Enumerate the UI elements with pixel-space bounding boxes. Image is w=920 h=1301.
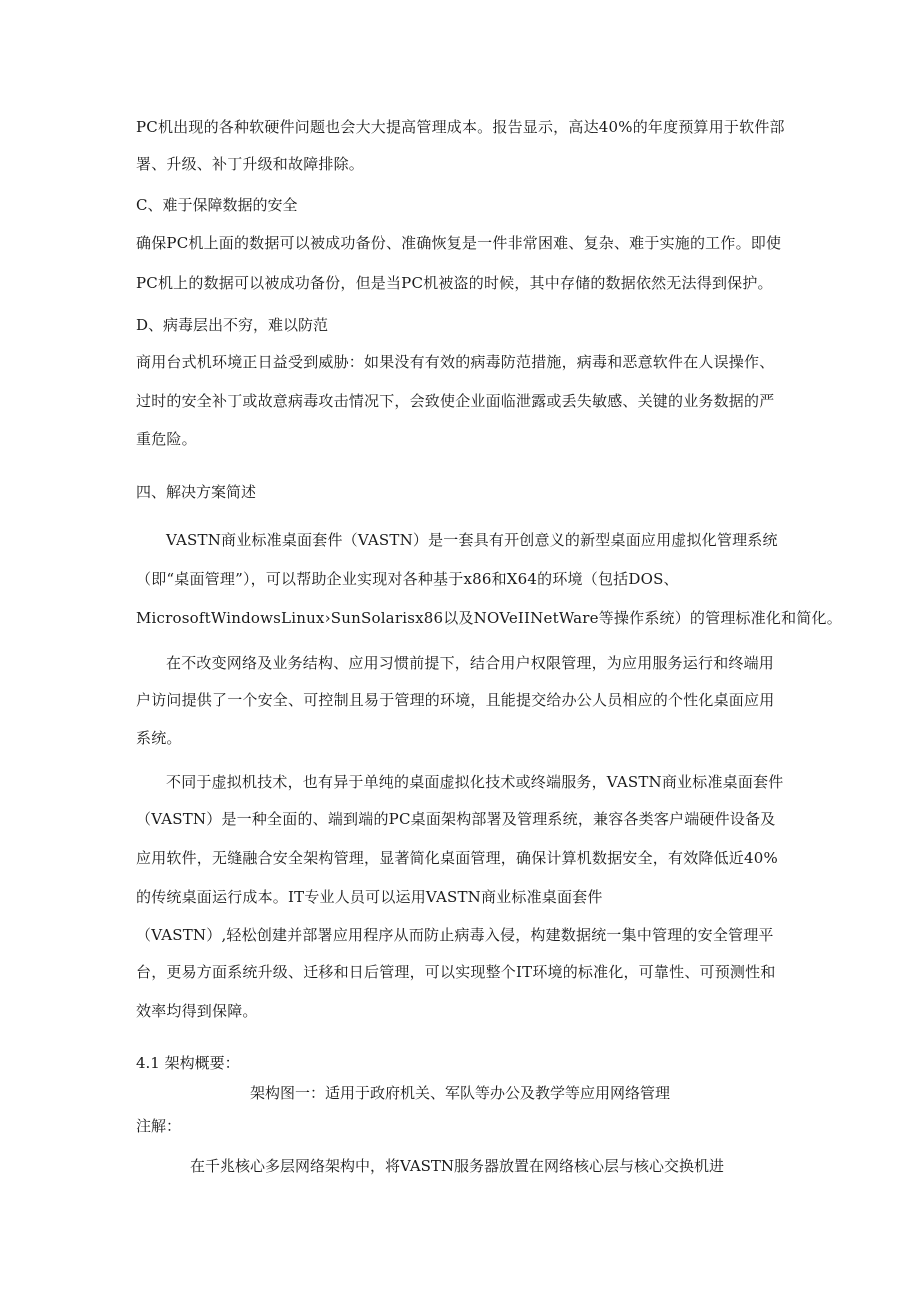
- paragraph-line: PC机出现的各种软硬件问题也会大大提高管理成本。报告显示，高达40%的年度预算用于软件部: [136, 118, 785, 136]
- section-heading: D、病毒层出不穷，难以防范: [136, 316, 329, 334]
- paragraph-line: 确保PC机上面的数据可以被成功备份、准确恢复是一件非常困难、复杂、难于实施的工作。即使: [136, 234, 782, 252]
- paragraph-line: PC机上的数据可以被成功备份，但是当PC机被盗的时候，其中存储的数据依然无法得到保护。: [136, 274, 773, 292]
- paragraph-line: 效率均得到保障。: [136, 1002, 258, 1020]
- paragraph-line: 台，更易方面系统升级、迁移和日后管理，可以实现整个IT环境的标准化，可靠性、可预测性和: [136, 963, 776, 981]
- paragraph-line: （VASTN）是一种全面的、端到端的PC桌面架构部署及管理系统，兼容各类客户端硬件设备及: [136, 810, 776, 828]
- paragraph-line: VASTN商业标准桌面套件（VASTN）是一套具有开创意义的新型桌面应用虚拟化管理系统: [166, 531, 778, 549]
- paragraph-line: （即“桌面管理”），可以帮助企业实现对各种基于x86和X64的环境（包括DOS、: [136, 570, 679, 588]
- paragraph-line: 在千兆核心多层网络架构中，将VASTN服务器放置在网络核心层与核心交换机进: [190, 1157, 725, 1175]
- paragraph-line: 不同于虚拟机技术，也有异于单纯的桌面虚拟化技术或终端服务，VASTN商业标准桌面套件: [166, 773, 784, 791]
- paragraph-line: （VASTN）,轻松创建并部署应用程序从而防止病毒入侵，构建数据统一集中管理的安全管理平: [136, 926, 774, 944]
- paragraph-line: 户访问提供了一个安全、可控制且易于管理的环境，且能提交给办公人员相应的个性化桌面应用: [136, 691, 775, 709]
- paragraph-line: 重危险。: [136, 430, 197, 448]
- note-label: 注解：: [136, 1117, 182, 1135]
- section-heading: 四、解决方案简述: [136, 483, 257, 501]
- paragraph-line: 署、升级、补丁升级和故障排除。: [136, 155, 365, 173]
- paragraph-line: 的传统桌面运行成本。IT专业人员可以运用VASTN商业标准桌面套件: [136, 888, 603, 906]
- paragraph-line: 系统。: [136, 729, 182, 747]
- paragraph-line: 在不改变网络及业务结构、应用习惯前提下，结合用户权限管理，为应用服务运行和终端用: [166, 654, 775, 672]
- figure-caption: 架构图一：适用于政府机关、军队等办公及教学等应用网络管理: [249, 1084, 670, 1102]
- section-heading: C、难于保障数据的安全: [136, 196, 298, 214]
- subsection-heading: 4.1 架构概要：: [136, 1054, 240, 1072]
- paragraph-line: 应用软件，无缝融合安全架构管理，显著简化桌面管理，确保计算机数据安全，有效降低近40%: [136, 849, 778, 867]
- paragraph-line: 商用台式机环境正日益受到威胁：如果没有有效的病毒防范措施，病毒和恶意软件在人误操作、: [136, 353, 775, 371]
- paragraph-line: MicrosoftWindowsLinux›SunSolarisx86以及NOVeIINetWare等操作系统）的管理标准化和简化。: [136, 609, 842, 627]
- paragraph-line: 过时的安全补丁或故意病毒攻击情况下，会致使企业面临泄露或丢失敏感、关键的业务数据的严: [136, 392, 775, 410]
